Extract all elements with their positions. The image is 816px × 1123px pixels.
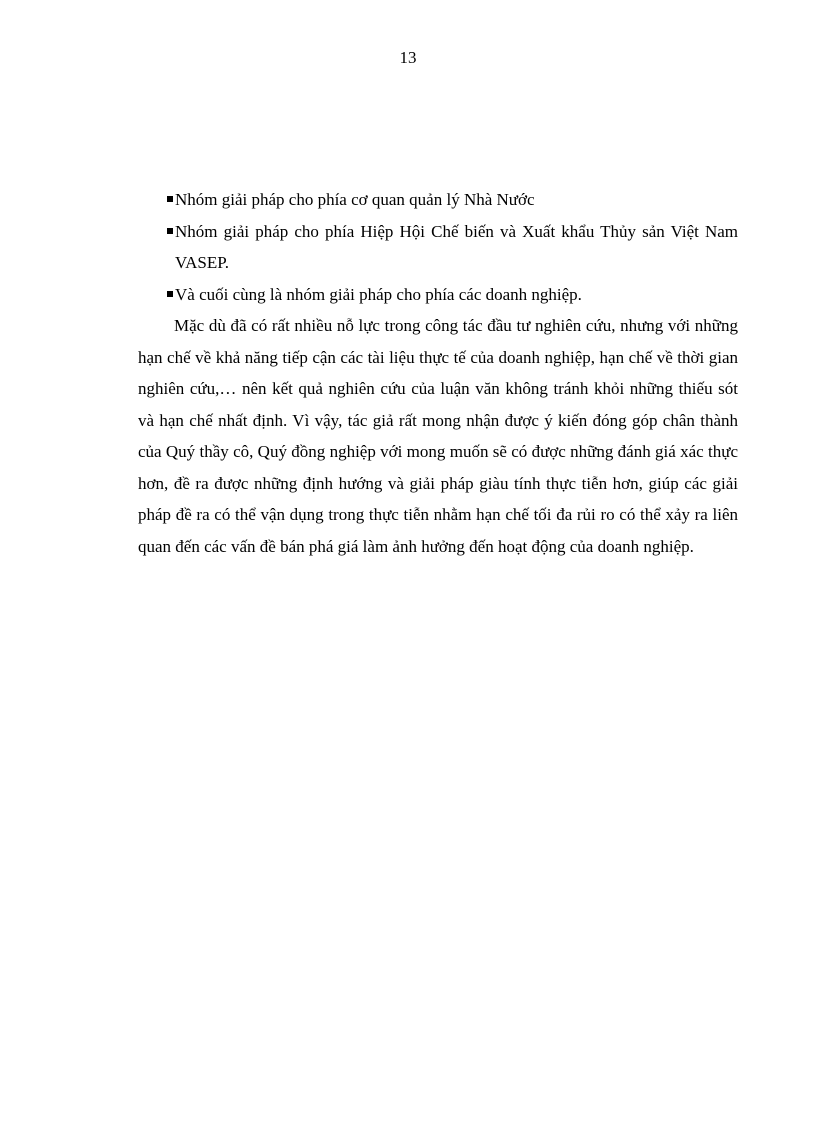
list-item xyxy=(138,279,738,311)
square-bullet-icon xyxy=(167,291,173,297)
page-number: 13 xyxy=(399,48,417,67)
list-item-text: Và cuối cùng là nhóm giải pháp cho phía các doanh nghiệp. xyxy=(175,284,582,304)
list-item xyxy=(138,216,738,279)
list-item xyxy=(138,184,738,216)
list-item-text: Nhóm giải pháp cho phía cơ quan quản lý Nhà Nước xyxy=(175,190,535,209)
body-paragraph: Mặc dù đã có rất nhiều nỗ lực trong công tác đầu tư nghiên cứu, nhưng với những hạn chế về khả năng tiếp cận các tài liệu thực tế của doanh nghiệp, hạn chế về thời gian nghiên cứu,… nên kết quả nghiên cứu của luận văn không tránh khỏi những thiếu sót và hạn chế nhất định. Vì vậy, tác giả rất mong nhận được ý kiến đóng góp chân thành của Quý thầy cô, Quý đồng nghiệp với mong muốn sẽ có được những đánh giá xác thực hơn, đề ra được những định hướng và giải pháp giàu tính thực tiễn hơn, giúp các giải pháp đề ra có thể vận dụng trong thực tiễn nhằm hạn chế tối đa rủi ro có thể xảy ra liên quan đến các vấn đề bán phá giá làm ảnh hưởng đến hoạt động của doanh nghiệp. xyxy=(138,316,738,556)
square-bullet-icon xyxy=(167,228,173,234)
list-item-text: Nhóm giải pháp cho phía Hiệp Hội Chế biến và Xuất khẩu Thủy sản Việt Nam VASEP. xyxy=(175,221,738,272)
square-bullet-icon xyxy=(167,196,173,202)
solution-group-list xyxy=(138,184,738,310)
